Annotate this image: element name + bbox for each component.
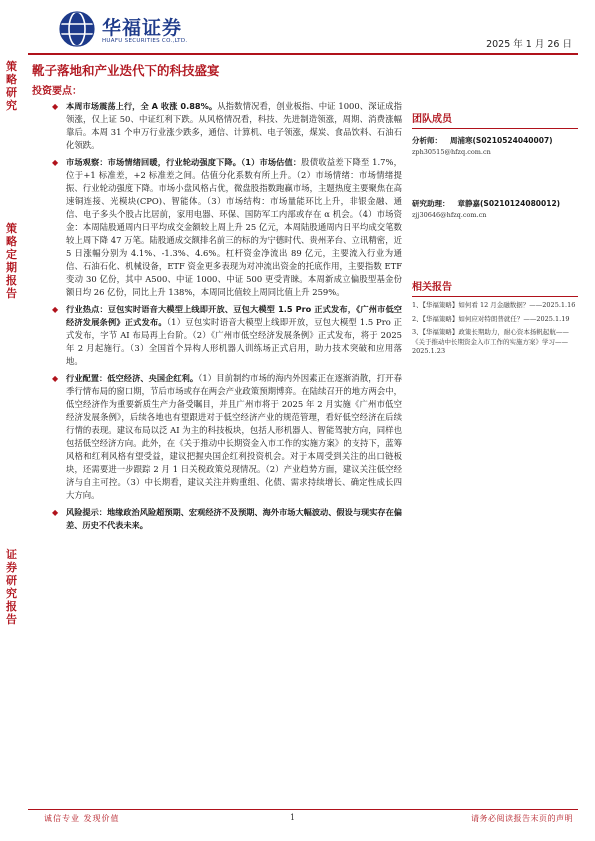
analyst-name: 周浦寒(S0210524040007) bbox=[450, 136, 553, 145]
analyst-entry bbox=[412, 198, 578, 221]
diamond-bullet-icon: ◆ bbox=[52, 158, 59, 167]
paragraph-lead: 市场观察：市场情绪回暖，行业轮动强度下降。（1）市场估值： bbox=[66, 157, 302, 167]
header-divider bbox=[28, 53, 578, 55]
report-date: 2025 年 1 月 26 日 bbox=[486, 39, 572, 50]
page-number: 1 bbox=[290, 813, 296, 822]
investment-points-label: 投资要点： bbox=[32, 86, 82, 97]
page-header bbox=[28, 8, 578, 50]
industry-allocation-paragraph bbox=[52, 372, 402, 502]
team-heading: 团队成员 bbox=[412, 110, 578, 129]
paragraph-lead: 行业配置：低空经济、央国企红利。 bbox=[66, 373, 199, 383]
industry-hotspot-paragraph bbox=[52, 303, 402, 368]
paragraph-lead: 风险提示：地缘政治风险超预期、宏观经济不及预期、海外市场大幅波动、假设与现实存在偏差、历史不代表未来。 bbox=[66, 507, 402, 530]
footer-divider bbox=[28, 809, 578, 810]
diamond-bullet-icon: ◆ bbox=[52, 374, 59, 383]
diamond-bullet-icon: ◆ bbox=[52, 305, 59, 314]
side-label-research: 策略研究 bbox=[6, 60, 17, 112]
diamond-bullet-icon: ◆ bbox=[52, 102, 59, 111]
summary-paragraph bbox=[52, 100, 402, 152]
paragraph-body: 从指数情况看，创业板指、中证 1000、深证成指领涨，仅上证 50、中证红利下跌。从风格情况看，科技、先进制造领涨，周期、消费涨幅靠后。本周 31 个申万行业涨少跌多，通信、计算机、电子领涨，煤炭、食品饮料、石油石化领跌。 bbox=[66, 101, 402, 150]
analyst-name: 章静嘉(S0210124080012) bbox=[457, 199, 561, 208]
footer-disclaimer: 请务必阅读报告末页的声明 bbox=[471, 814, 573, 823]
report-title: 靴子落地和产业迭代下的科技盛宴 bbox=[32, 63, 220, 78]
main-content bbox=[52, 100, 402, 536]
paragraph-body: （1）目前制约市场的海内外因素正在逐渐消散，打开春季行情布局的窗口期，节后市场或存在两会产业政策预期博弈。在陆续召开的地方两会中，低空经济作为重要新质生产力备受瞩目，并且广州市将于 2025 年 2 月实施《广州市低空经济发展条例》，后续各地也有望跟进对于低空经济产业的规范管理，看好低空经济在后续行情的表现。建议布局以泛 AI 为主的科技板块，包括人形机器人、智能驾驶方向，同样也包括低空经济方向。此外，在《关于推动中长期资金入市工作的实施方案》的支持下，蓝筹风格和红利风格有望受益，建议把握央国企红利投资机会。对于本周受到关注的出口链板块，还需要进一步跟踪 2 月 1 日关税政策兑现情况。（2）产业趋势方面，建议关注低空经济与自主可控。（3）中长期看，建议关注并购重组、化债、需求持续增长、确定性成长四大方向。 bbox=[66, 373, 402, 500]
brand-name-cn: 华福证券 bbox=[102, 17, 183, 39]
related-report-link[interactable]: 1、【华福策略】如何看 12 月金融数据？——2025.1.16 bbox=[412, 301, 576, 309]
related-reports-heading: 相关报告 bbox=[412, 278, 578, 297]
brand-logo bbox=[58, 10, 238, 50]
related-report-link[interactable]: 2、【华福策略】如何应对特朗普就任？——2025.1.19 bbox=[412, 314, 570, 323]
paragraph-body: （1）豆包实时语音大模型上线即开放，豆包大模型 1.5 Pro 正式发布，字节 AI 布局再上台阶。（2）《广州市低空经济发展条例》正式发布，将于 2025 年 2 月起施行。（3）全国首个异构人形机器人训练场正式启用，助力技术突破和应用落地。 bbox=[66, 317, 402, 366]
side-label-securities: 证券研究报告 bbox=[6, 548, 17, 626]
analyst-role: 研究助理： bbox=[412, 199, 450, 208]
analyst-email[interactable]: zjj30646@hfzq.com.cn bbox=[412, 211, 487, 219]
analyst-email[interactable]: zph30515@hfzq.com.cn bbox=[412, 148, 491, 156]
brand-globe-icon bbox=[58, 10, 96, 48]
paragraph-lead: 本周市场震荡上行，全 A 收涨 0.88%。 bbox=[66, 101, 218, 111]
side-label-report-type: 策略定期报告 bbox=[6, 222, 17, 300]
related-report-link[interactable]: 3、【华福策略】政策长期助力，耐心资本扬帆起航——《关于推动中长期资金入市工作的实施方案》学习——2025.1.23 bbox=[412, 328, 569, 355]
paragraph-lead: 行业热点：豆包实时语音大模型上线即开放、豆包大模型 1.5 Pro 正式发布，《广州市低空经济发展条例》正式发布。 bbox=[66, 304, 402, 327]
team-panel bbox=[412, 110, 578, 221]
diamond-bullet-icon: ◆ bbox=[52, 508, 59, 517]
analyst-role: 分析师： bbox=[412, 136, 442, 145]
footer-slogan: 诚信专业 发现价值 bbox=[44, 814, 120, 823]
market-observation-paragraph bbox=[52, 156, 402, 299]
analyst-entry bbox=[412, 135, 578, 158]
related-reports-panel bbox=[412, 278, 578, 357]
risk-warning-paragraph bbox=[52, 506, 402, 532]
brand-name-en: HUAFU SECURITIES CO.,LTD. bbox=[102, 38, 188, 44]
side-label-bar bbox=[0, 0, 24, 841]
paragraph-body: 股债收益差下降至 1.7%，位于+1 标准差，+2 标准差之间。估值分化系数有所上升。（2）市场情绪：市场情绪提振、行业轮动强度下降。市场小盘风格占优，微盘股指数跑赢市场，主题热度主要聚焦在高速铜连接、光模块(CPO)、智能体。（3）市场结构：市场量能环比上升，非银金融、通信、电子多头个股占比居前，家用电器、环保、国防军工内部或存在 α 机会。（4）市场资金：本周陆股通周内日平均成交金额较上周上升 25 亿元，本周陆股通周内日平均成交笔数较上周下降 47 万笔。陆股通成交额排名前三的标的为宁德时代、贵州茅台、立讯精密，近 5 日涨幅分别为 4.1%、-1.3%、4.6%。杠杆资金净流出 89 亿元，主要流入行业为通信、石油石化、机械设备，ETF 资金更多表现为对冲流出资金的托底作用，主要指数 ETF 变动 30 亿份，其中 A500、中证 1000、中证 500 更受青睐。本周新成立偏股型基金份额日均 26 亿份，同比上升 138%，本周同比值较上周同比值上升 259%。 bbox=[66, 157, 402, 297]
